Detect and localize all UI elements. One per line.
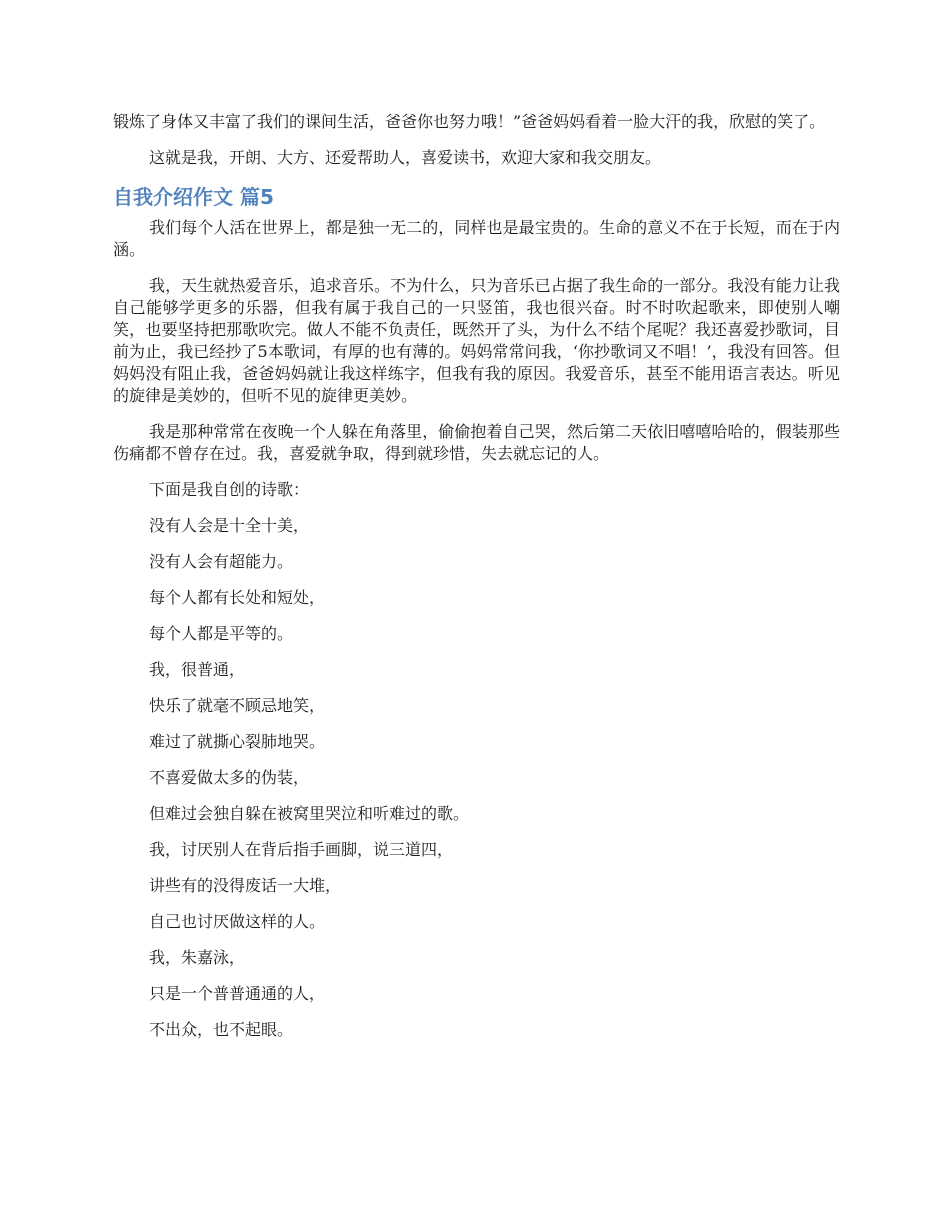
poem-line: 难过了就撕心裂肺地哭。 xyxy=(149,732,326,751)
poem-line: 不出众，也不起眼。 xyxy=(149,1020,294,1039)
poem-line: 自己也讨厌做这样的人。 xyxy=(149,912,326,931)
poem-line: 但难过会独自躲在被窝里哭泣和听难过的歌。 xyxy=(149,804,470,823)
poem-line: 每个人都是平等的。 xyxy=(149,624,294,643)
poem-line: 没有人会有超能力。 xyxy=(149,552,294,571)
poem-line: 讲些有的没得废话一大堆， xyxy=(149,876,342,895)
continued-paragraph: 锻炼了身体又丰富了我们的课间生活，爸爸你也努力哦！”爸爸妈妈看着一脸大汗的我，欣慰的笑了。 xyxy=(113,112,826,131)
paragraph-1: 我们每个人活在世界上，都是独一无二的，同样也是最宝贵的。生命的意义不在于长短，而在于内涵。 xyxy=(113,218,840,259)
paragraph-2: 我，天生就热爱音乐，追求音乐。不为什么，只为音乐已占据了我生命的一部分。我没有能力让我自己能够学更多的乐器，但我有属于我自己的一只竖笛，我也很兴奋。时不时吹起歌来，即使别人嘲笑，也要坚持把那歌吹完。做人不能不负责任，既然开了头，为什么不结个尾呢？我还喜爱抄歌词，目前为止，我已经抄了5本歌词，有厚的也有薄的。妈妈常常问我，‘你抄歌词又不唱！’，我没有回答。但妈妈没有阻止我，爸爸妈妈就让我这样练字，但我有我的原因。我爱音乐，甚至不能用语言表达。听见的旋律是美妙的，但听不见的旋律更美妙。 xyxy=(113,276,840,405)
paragraph-3: 我是那种常常在夜晚一个人躲在角落里，偷偷抱着自己哭，然后第二天依旧嘻嘻哈哈的，假装那些伤痛都不曾存在过。我，喜爱就争取，得到就珍惜，失去就忘记的人。 xyxy=(113,422,840,463)
poem-line: 快乐了就毫不顾忌地笑， xyxy=(149,696,326,715)
section-heading: 自我介绍作文 篇5 xyxy=(113,185,274,209)
poem-line: 没有人会是十全十美， xyxy=(149,516,310,535)
poem-line: 我，很普通， xyxy=(149,660,246,679)
poem-line: 我，朱嘉泳， xyxy=(149,948,246,967)
document-page xyxy=(113,111,840,1055)
closing-paragraph: 这就是我，开朗、大方、还爱帮助人，喜爱读书，欢迎大家和我交朋友。 xyxy=(149,148,662,167)
poem-line: 我，讨厌别人在背后指手画脚，说三道四， xyxy=(149,840,454,859)
poem-intro: 下面是我自创的诗歌： xyxy=(149,480,310,499)
poem-line: 不喜爱做太多的伪装， xyxy=(149,768,310,787)
poem-line: 只是一个普普通通的人， xyxy=(149,984,326,1003)
poem-line: 每个人都有长处和短处， xyxy=(149,588,326,607)
